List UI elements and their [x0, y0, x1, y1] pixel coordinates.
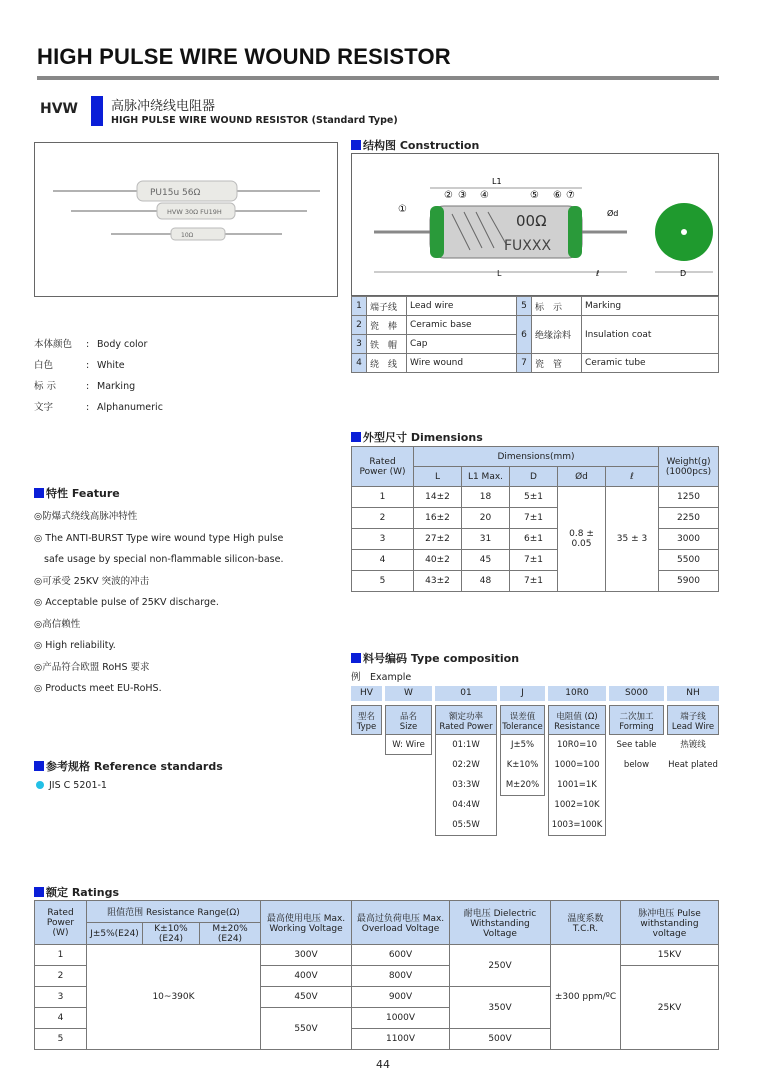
- section-marker-icon: [351, 653, 361, 663]
- feature-list: [34, 506, 283, 700]
- parts-table: 1 端子线 Lead wire 5 标 示 Marking 2 瓷 棒 Ceramic base 6 绝缘涂料 Insulation coat 3 铁 帽 Cap 4 绕 线 Wire wound 7 瓷 管 Ceramic tube: [351, 296, 719, 373]
- construction-svg: [352, 154, 718, 295]
- bullet-icon: [36, 781, 44, 789]
- photo-label-2: HVW 30Ω FU19H: [167, 208, 222, 216]
- product-photo: [34, 142, 338, 297]
- dimensions-table: Rated Power (W) Dimensions(mm) Weight(g) (1000pcs) L L1 Max. D Ød ℓ 1 14±2 18 5±1 0.8 ± 0.05 35 ± 3 1250 2 16±2 20 7±1 2250 3 27±2 31 6±1 3000 4 40±2 45 7±1 5500 5 43±2 48 7±1 5900: [351, 446, 719, 592]
- section-marker-icon: [351, 432, 361, 442]
- photo-label-3: 10Ω: [181, 232, 194, 239]
- body-info: [34, 334, 163, 418]
- feature-item: ◎ Products meet EU-RoHS.: [34, 683, 162, 694]
- type-composition: [351, 686, 719, 836]
- callout-7: ⑦: [566, 190, 575, 201]
- feature-item: safe usage by special non-flammable silicon-base.: [44, 554, 284, 565]
- callout-4: ④: [480, 190, 489, 201]
- section-marker-icon: [34, 887, 44, 897]
- reference-item: JIS C 5201-1: [36, 780, 107, 791]
- dimensions-heading: 外型尺寸 Dimensions: [351, 429, 483, 445]
- type-value-row: W: Wire 01:1W 02:2W 03:3W 04:4W 05:5W J±5% K±10% M±20% 10R0=10 1000=100 1001=1K 1002=10K 1003=100K See table below 热镀线 Heat plated: [351, 735, 719, 836]
- dim-L: L: [497, 269, 502, 278]
- page-number: 44: [376, 1058, 390, 1071]
- product-name-en: HIGH PULSE WIRE WOUND RESISTOR (Standard Type): [111, 115, 398, 126]
- section-marker-icon: [351, 140, 361, 150]
- title-rule: [37, 76, 719, 80]
- body-info-row: 本体颜色 : Body color: [34, 339, 148, 350]
- body-info-row: 标 示 : Marking: [34, 381, 136, 392]
- section-marker-icon: [34, 761, 44, 771]
- marking-bottom: FUXXX: [504, 238, 552, 254]
- reference-heading: 参考规格 Reference standards: [34, 758, 223, 774]
- dim-L1: L1: [492, 177, 502, 186]
- page-title: HIGH PULSE WIRE WOUND RESISTOR: [37, 44, 451, 69]
- section-marker-icon: [34, 488, 44, 498]
- marking-top: 00Ω: [516, 212, 547, 230]
- feature-item: ◎ Acceptable pulse of 25KV discharge.: [34, 597, 219, 608]
- feature-heading: 特性 Feature: [34, 485, 120, 501]
- body-info-row: 文字 : Alphanumeric: [34, 402, 163, 413]
- example-label: 例 Example: [351, 672, 412, 683]
- type-composition-heading: 料号编码 Type composition: [351, 650, 519, 666]
- callout-1: ①: [398, 204, 407, 215]
- construction-heading: 结构图 Construction: [351, 137, 479, 153]
- body-info-row: 白色 : White: [34, 360, 125, 371]
- callout-2: ②: [444, 190, 453, 201]
- feature-item: ◎可承受 25KV 突波的冲击: [34, 575, 150, 587]
- product-name-cn: 高脉冲绕线电阻器: [111, 99, 216, 114]
- feature-item: ◎ The ANTI-BURST Type wire wound type High pulse: [34, 532, 284, 544]
- feature-item: ◎高信赖性: [34, 618, 81, 630]
- type-code-row: HV W 01 J 10R0 S000 NH: [351, 686, 719, 701]
- construction-diagram: [351, 153, 719, 296]
- dim-D: D: [680, 269, 687, 278]
- ratings-heading: 额定 Ratings: [34, 884, 119, 900]
- type-label-row: 型名 Type 品名 Size 额定功率 Rated Power 误差值 Tolerance 电阻值 (Ω) Resistance 二次加工 Forming 端子线 Lead Wire: [351, 705, 719, 735]
- product-code: HVW: [40, 101, 78, 117]
- callout-5: ⑤: [530, 190, 539, 201]
- callout-3: ③: [458, 190, 467, 201]
- callout-6: ⑥: [553, 190, 562, 201]
- accent-bar: [91, 96, 103, 126]
- feature-item: ◎ High reliability.: [34, 640, 116, 651]
- dim-l: ℓ: [596, 269, 600, 278]
- feature-item: ◎防爆式绕线高脉冲特性: [34, 511, 138, 522]
- resistor-photo-svg: [35, 143, 337, 296]
- feature-item: ◎产品符合欧盟 RoHS 要求: [34, 661, 150, 673]
- ratings-table: Rated Power (W) 阻值范围 Resistance Range(Ω) 最高使用电压 Max. Working Voltage 最高过负荷电压 Max. Overload Voltage 耐电压 Dielectric Withstanding Voltage 温度系数 T.C.R. 脉冲电压 Pulse withstanding voltage J±5%(E24) K±10%(E24) M±20%(E24) 1 10~390K 300V 600V 250V ±300 ppm/ºC 15KV 2 400V 800V 25KV 3 450V 900V 350V 4 550V 1000V 5 1100V 500V: [34, 900, 719, 1050]
- dim-od: Ød: [607, 209, 619, 218]
- photo-label-1: PU15u 56Ω: [150, 188, 201, 198]
